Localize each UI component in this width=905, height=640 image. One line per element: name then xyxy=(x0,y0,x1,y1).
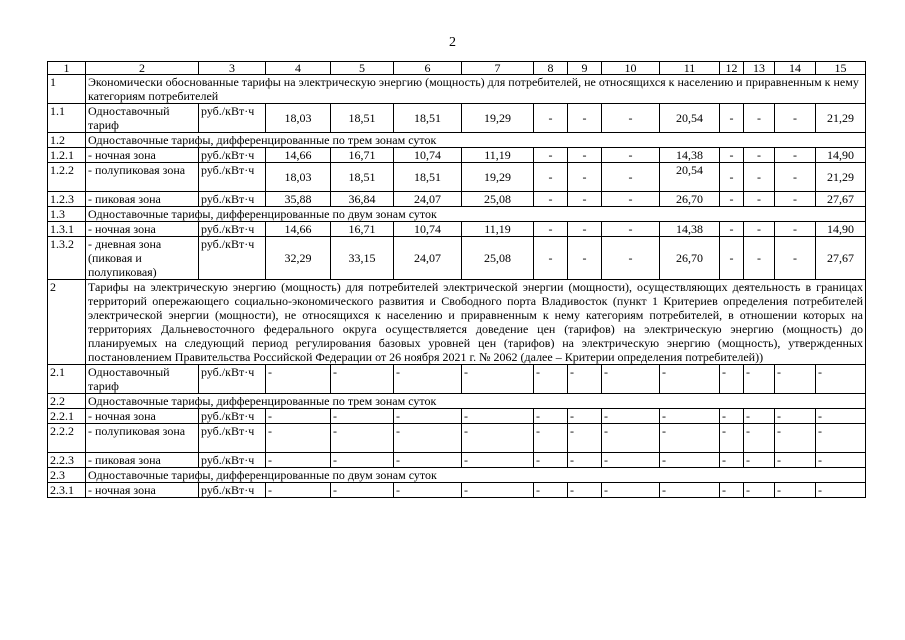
row-number: 2.2.2 xyxy=(48,424,86,453)
column-header: 13 xyxy=(744,62,775,75)
column-header: 2 xyxy=(86,62,199,75)
unit-cell: руб./кВт·ч xyxy=(199,222,266,237)
row-number: 1.1 xyxy=(48,104,86,133)
value-cell: 18,51 xyxy=(331,104,394,133)
value-cell: - xyxy=(568,222,602,237)
value-cell: - xyxy=(602,104,660,133)
column-header: 8 xyxy=(534,62,568,75)
value-cell: - xyxy=(816,453,866,468)
value-cell: - xyxy=(568,453,602,468)
value-cell: - xyxy=(266,453,331,468)
value-cell: 27,67 xyxy=(816,237,866,280)
subsection-title: Одноставочные тарифы, дифференцированные по двум зонам суток xyxy=(86,468,866,483)
value-cell: 14,90 xyxy=(816,222,866,237)
table-row xyxy=(48,424,866,453)
value-cell: 27,67 xyxy=(816,192,866,207)
column-header: 3 xyxy=(199,62,266,75)
value-cell: 18,51 xyxy=(394,104,462,133)
value-cell: 20,54 xyxy=(660,104,720,133)
value-cell: - xyxy=(775,222,816,237)
column-header: 10 xyxy=(602,62,660,75)
value-cell: - xyxy=(720,192,744,207)
value-cell: - xyxy=(394,365,462,394)
table-row xyxy=(48,237,866,280)
value-cell: 16,71 xyxy=(331,148,394,163)
value-cell: - xyxy=(775,424,816,453)
section-row xyxy=(48,75,866,104)
value-cell: - xyxy=(331,365,394,394)
section-title: Экономически обоснованные тарифы на электрическую энергию (мощность) для потребителей, не относящихся к населению и приравненным к нему категориям потребителей xyxy=(86,75,866,104)
value-cell: - xyxy=(394,453,462,468)
value-cell: - xyxy=(602,453,660,468)
value-cell: - xyxy=(534,148,568,163)
value-cell: - xyxy=(775,409,816,424)
value-cell: - xyxy=(720,237,744,280)
value-cell: - xyxy=(720,409,744,424)
table-row xyxy=(48,483,866,498)
value-cell: - xyxy=(602,237,660,280)
row-number: 1.2.1 xyxy=(48,148,86,163)
column-header: 7 xyxy=(462,62,534,75)
value-cell: 19,29 xyxy=(462,163,534,192)
value-cell: - xyxy=(331,424,394,453)
value-cell: 21,29 xyxy=(816,163,866,192)
value-cell: - xyxy=(602,483,660,498)
value-cell: - xyxy=(331,483,394,498)
value-cell: 32,29 xyxy=(266,237,331,280)
column-header: 5 xyxy=(331,62,394,75)
value-cell: 19,29 xyxy=(462,104,534,133)
page-number: 2 xyxy=(449,35,456,50)
value-cell: - xyxy=(534,409,568,424)
column-number-row xyxy=(48,62,866,75)
value-cell: - xyxy=(462,409,534,424)
value-cell: - xyxy=(331,409,394,424)
column-header: 1 xyxy=(48,62,86,75)
value-cell: - xyxy=(568,104,602,133)
value-cell: - xyxy=(534,192,568,207)
row-number: 2.3.1 xyxy=(48,483,86,498)
value-cell: 14,66 xyxy=(266,222,331,237)
row-label: - ночная зона xyxy=(86,409,199,424)
value-cell: - xyxy=(775,453,816,468)
row-label: - ночная зона xyxy=(86,483,199,498)
value-cell: - xyxy=(534,222,568,237)
value-cell: - xyxy=(602,222,660,237)
value-cell: - xyxy=(660,424,720,453)
value-cell: - xyxy=(744,104,775,133)
value-cell: - xyxy=(720,483,744,498)
value-cell: - xyxy=(744,237,775,280)
value-cell: 16,71 xyxy=(331,222,394,237)
value-cell: - xyxy=(720,222,744,237)
value-cell: 14,38 xyxy=(660,222,720,237)
value-cell: - xyxy=(720,163,744,192)
row-number: 1.2.2 xyxy=(48,163,86,192)
value-cell: 10,74 xyxy=(394,222,462,237)
value-cell: - xyxy=(660,365,720,394)
table-row xyxy=(48,409,866,424)
subsection-title: Одноставочные тарифы, дифференцированные по двум зонам суток xyxy=(86,207,866,222)
row-label: - ночная зона xyxy=(86,148,199,163)
value-cell: - xyxy=(720,365,744,394)
row-number: 1.3.2 xyxy=(48,237,86,280)
row-label: - пиковая зона xyxy=(86,192,199,207)
row-number: 2.2 xyxy=(48,394,86,409)
unit-cell: руб./кВт·ч xyxy=(199,483,266,498)
value-cell: - xyxy=(331,453,394,468)
value-cell: - xyxy=(816,424,866,453)
subsection-title: Одноставочные тарифы, дифференцированные по трем зонам суток xyxy=(86,133,866,148)
value-cell: 26,70 xyxy=(660,237,720,280)
subsection-row xyxy=(48,468,866,483)
value-cell: - xyxy=(775,104,816,133)
value-cell: 24,07 xyxy=(394,192,462,207)
value-cell: 18,03 xyxy=(266,163,331,192)
row-label: Одноставочный тариф xyxy=(86,104,199,133)
value-cell: 14,38 xyxy=(660,148,720,163)
value-cell: - xyxy=(720,453,744,468)
value-cell: - xyxy=(744,222,775,237)
section-title: Тарифы на электрическую энергию (мощность) для потребителей электрической энергии (мощности), осуществляющих деятельность в границах территорий опережающего социально-экономического развития и Свободного порта Владивосток (пункт 1 Критериев определения потребителей электрической энергии (мощности), не относящихся к населению и приравненным к нему категориям потребителей, в отношении которых на территориях Дальневосточного федерального округа осуществляется доведение цен (тарифов) на электрическую энергию (мощность) до планируемых на следующий период регулирования базовых уровней цен (тарифов) на электрическую энергию (мощность), утвержденных постановлением Правительства Российской Федерации от 26 ноября 2021 г. № 2062 (далее – Критерии определения потребителей)) xyxy=(86,280,866,365)
unit-cell: руб./кВт·ч xyxy=(199,163,266,192)
value-cell: - xyxy=(720,148,744,163)
value-cell: - xyxy=(775,237,816,280)
value-cell: - xyxy=(462,424,534,453)
value-cell: - xyxy=(744,424,775,453)
row-label: - пиковая зона xyxy=(86,453,199,468)
value-cell: - xyxy=(720,424,744,453)
value-cell: - xyxy=(534,237,568,280)
value-cell: 11,19 xyxy=(462,148,534,163)
value-cell: - xyxy=(744,148,775,163)
value-cell: - xyxy=(568,409,602,424)
table-row xyxy=(48,104,866,133)
row-label: Одноставочный тариф xyxy=(86,365,199,394)
value-cell: - xyxy=(660,483,720,498)
unit-cell: руб./кВт·ч xyxy=(199,409,266,424)
table-row xyxy=(48,365,866,394)
value-cell: - xyxy=(744,163,775,192)
value-cell: 26,70 xyxy=(660,192,720,207)
row-number: 2.2.1 xyxy=(48,409,86,424)
value-cell: - xyxy=(568,483,602,498)
row-label: - полупиковая зона xyxy=(86,163,199,192)
row-number: 1.3 xyxy=(48,207,86,222)
table-row xyxy=(48,222,866,237)
value-cell: - xyxy=(602,409,660,424)
value-cell: 21,29 xyxy=(816,104,866,133)
value-cell: - xyxy=(602,148,660,163)
value-cell: - xyxy=(744,365,775,394)
value-cell: - xyxy=(266,483,331,498)
row-number: 2.3 xyxy=(48,468,86,483)
value-cell: - xyxy=(744,483,775,498)
value-cell: - xyxy=(568,237,602,280)
table-row xyxy=(48,453,866,468)
value-cell: 14,66 xyxy=(266,148,331,163)
value-cell: - xyxy=(602,192,660,207)
value-cell: 10,74 xyxy=(394,148,462,163)
value-cell: 11,19 xyxy=(462,222,534,237)
value-cell: 24,07 xyxy=(394,237,462,280)
value-cell: - xyxy=(568,192,602,207)
value-cell: - xyxy=(816,409,866,424)
tariff-table xyxy=(47,61,866,498)
column-header: 11 xyxy=(660,62,720,75)
value-cell: - xyxy=(602,424,660,453)
value-cell: - xyxy=(775,163,816,192)
table-row xyxy=(48,148,866,163)
subsection-row xyxy=(48,133,866,148)
value-cell: - xyxy=(266,424,331,453)
row-number: 1.3.1 xyxy=(48,222,86,237)
unit-cell: руб./кВт·ч xyxy=(199,192,266,207)
value-cell: - xyxy=(720,104,744,133)
value-cell: - xyxy=(394,409,462,424)
value-cell: - xyxy=(568,148,602,163)
value-cell: 33,15 xyxy=(331,237,394,280)
value-cell: - xyxy=(744,453,775,468)
row-label: - полупиковая зона xyxy=(86,424,199,453)
value-cell: - xyxy=(266,409,331,424)
value-cell: - xyxy=(534,365,568,394)
row-number: 2.1 xyxy=(48,365,86,394)
value-cell: 20,54 xyxy=(660,163,720,192)
row-number: 1.2.3 xyxy=(48,192,86,207)
row-number: 1.2 xyxy=(48,133,86,148)
column-header: 4 xyxy=(266,62,331,75)
value-cell: - xyxy=(568,163,602,192)
value-cell: - xyxy=(744,409,775,424)
column-header: 9 xyxy=(568,62,602,75)
value-cell: - xyxy=(775,365,816,394)
unit-cell: руб./кВт·ч xyxy=(199,424,266,453)
column-header: 15 xyxy=(816,62,866,75)
subsection-row xyxy=(48,394,866,409)
value-cell: 25,08 xyxy=(462,237,534,280)
unit-cell: руб./кВт·ч xyxy=(199,237,266,280)
value-cell: - xyxy=(534,104,568,133)
unit-cell: руб./кВт·ч xyxy=(199,365,266,394)
value-cell: - xyxy=(462,483,534,498)
value-cell: - xyxy=(775,148,816,163)
unit-cell: руб./кВт·ч xyxy=(199,148,266,163)
value-cell: - xyxy=(816,483,866,498)
value-cell: - xyxy=(660,453,720,468)
value-cell: - xyxy=(394,424,462,453)
value-cell: - xyxy=(534,453,568,468)
row-number: 1 xyxy=(48,75,86,104)
table-row xyxy=(48,163,866,192)
value-cell: - xyxy=(744,192,775,207)
value-cell: - xyxy=(775,192,816,207)
section-row xyxy=(48,280,866,365)
value-cell: 36,84 xyxy=(331,192,394,207)
value-cell: 18,51 xyxy=(331,163,394,192)
row-label: - ночная зона xyxy=(86,222,199,237)
value-cell: 18,03 xyxy=(266,104,331,133)
value-cell: - xyxy=(602,365,660,394)
table-row xyxy=(48,192,866,207)
value-cell: - xyxy=(534,424,568,453)
unit-cell: руб./кВт·ч xyxy=(199,104,266,133)
row-number: 2 xyxy=(48,280,86,365)
value-cell: - xyxy=(534,483,568,498)
column-header: 14 xyxy=(775,62,816,75)
value-cell: 35,88 xyxy=(266,192,331,207)
value-cell: 18,51 xyxy=(394,163,462,192)
unit-cell: руб./кВт·ч xyxy=(199,453,266,468)
row-number: 2.2.3 xyxy=(48,453,86,468)
row-label: - дневная зона (пиковая и полупиковая) xyxy=(86,237,199,280)
value-cell: - xyxy=(568,365,602,394)
value-cell: - xyxy=(602,163,660,192)
value-cell: 14,90 xyxy=(816,148,866,163)
value-cell: - xyxy=(462,365,534,394)
subsection-title: Одноставочные тарифы, дифференцированные по трем зонам суток xyxy=(86,394,866,409)
value-cell: - xyxy=(568,424,602,453)
value-cell: - xyxy=(266,365,331,394)
column-header: 6 xyxy=(394,62,462,75)
column-header: 12 xyxy=(720,62,744,75)
value-cell: - xyxy=(660,409,720,424)
subsection-row xyxy=(48,207,866,222)
value-cell: - xyxy=(462,453,534,468)
value-cell: - xyxy=(775,483,816,498)
value-cell: 25,08 xyxy=(462,192,534,207)
value-cell: - xyxy=(534,163,568,192)
value-cell: - xyxy=(816,365,866,394)
value-cell: - xyxy=(394,483,462,498)
